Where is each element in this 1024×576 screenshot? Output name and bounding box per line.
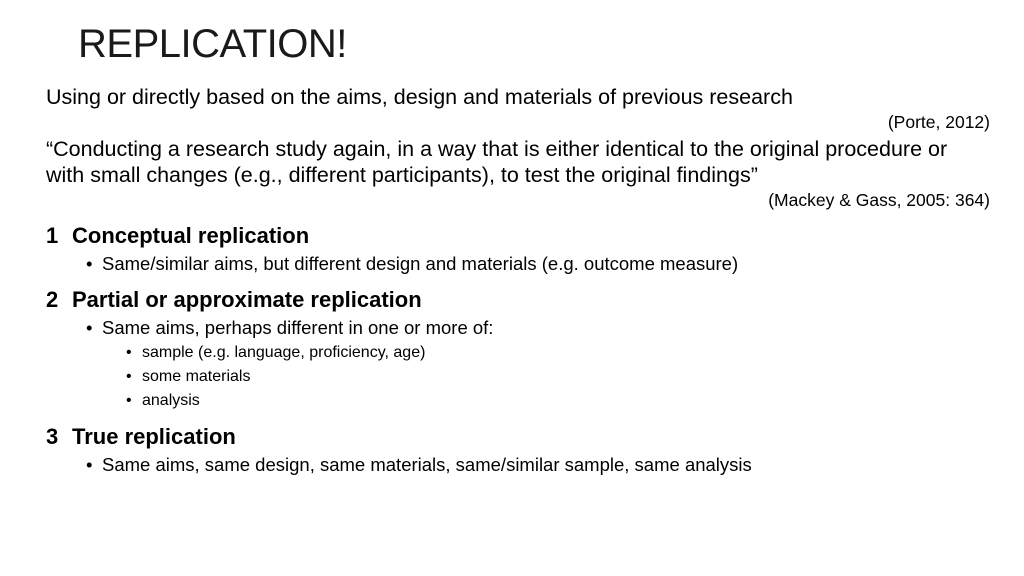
intro-citation: (Porte, 2012) [887,112,990,132]
section-number: 1 [46,223,59,248]
section-number: 2 [46,287,59,312]
bullet-item: • Same aims, perhaps different in one or more of: [46,316,990,340]
slide-body [46,84,990,478]
sub-bullet-item: • analysis [46,389,990,413]
section-number: 3 [46,424,59,449]
quote-citation: (Mackey & Gass, 2005: 364) [768,190,990,210]
sub-bullet-item: • sample (e.g. language, proficiency, age) [46,341,990,365]
section-heading-partial [46,286,990,314]
section-heading-conceptual [46,222,990,250]
quote-text: “Conducting a research study again, in a way that is either identical to the original procedure or with small changes (e.g., different participants), to test the original findings” [46,137,948,187]
section-title: Conceptual replication [72,223,310,248]
bullet-item: • Same aims, same design, same materials, same/similar sample, same analysis [46,453,990,477]
bullet-item: • Same/similar aims, but different design and materials (e.g. outcome measure) [46,252,990,276]
sub-bullet-item: • some materials [46,365,990,389]
intro-text: Using or directly based on the aims, design and materials of previous research [46,85,793,109]
section-heading-true [46,423,990,451]
section-title: Partial or approximate replication [72,287,422,312]
section-title: True replication [72,424,236,449]
slide-title: REPLICATION! [78,22,347,66]
